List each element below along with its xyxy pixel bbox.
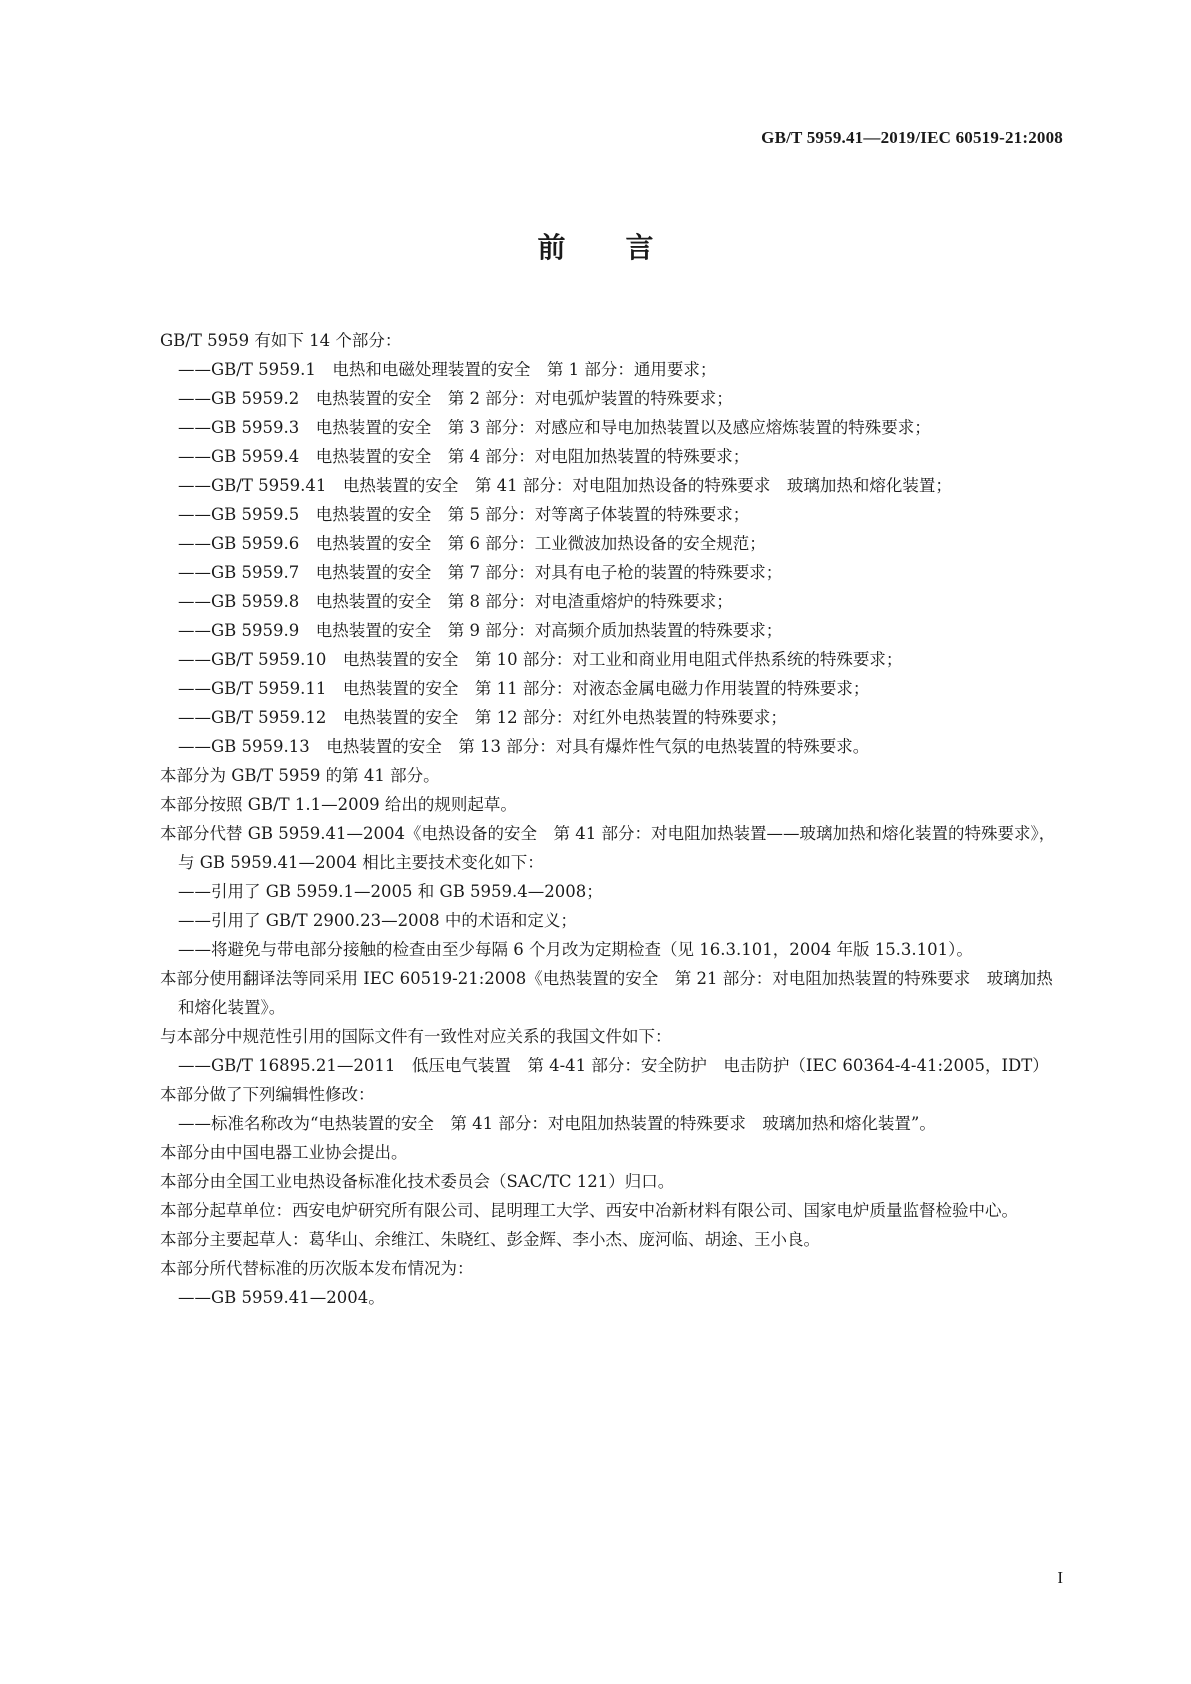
- paragraph: 本部分为 GB/T 5959 的第 41 部分。: [160, 766, 440, 785]
- paragraph: 本部分主要起草人：葛华山、余维江、朱晓红、彭金辉、李小杰、庞河临、胡途、王小良。: [160, 1230, 820, 1249]
- paragraph: 本部分代替 GB 5959.41—2004《电热设备的安全 第 41 部分：对电阻加热装置——玻璃加热和熔化装置的特殊要求》，与 GB 5959.41—2004 相比主要技术变化如下：: [160, 824, 1056, 872]
- list-item: ——GB/T 5959.41 电热装置的安全 第 41 部分：对电阻加热设备的特殊要求 玻璃加热和熔化装置；: [178, 476, 952, 495]
- paragraph: GB/T 5959 有如下 14 个部分：: [160, 331, 402, 350]
- list-item: ——GB 5959.5 电热装置的安全 第 5 部分：对等离子体装置的特殊要求；: [178, 505, 750, 524]
- paragraph: 本部分由全国工业电热设备标准化技术委员会（SAC/TC 121）归口。: [160, 1172, 675, 1191]
- paragraph: 本部分按照 GB/T 1.1—2009 给出的规则起草。: [160, 795, 517, 814]
- list-item: ——GB/T 5959.12 电热装置的安全 第 12 部分：对红外电热装置的特殊要求；: [178, 708, 787, 727]
- list-item: ——GB 5959.7 电热装置的安全 第 7 部分：对具有电子枪的装置的特殊要求；: [178, 563, 783, 582]
- list-item: ——GB 5959.9 电热装置的安全 第 9 部分：对高频介质加热装置的特殊要求；: [178, 621, 783, 640]
- paragraph: 本部分所代替标准的历次版本发布情况为：: [160, 1259, 474, 1278]
- paragraph: 本部分起草单位：西安电炉研究所有限公司、昆明理工大学、西安中冶新材料有限公司、国家电炉质量监督检验中心。: [160, 1201, 1018, 1220]
- list-item: ——GB 5959.6 电热装置的安全 第 6 部分：工业微波加热设备的安全规范；: [178, 534, 766, 553]
- list-item: ——GB/T 5959.10 电热装置的安全 第 10 部分：对工业和商业用电阻式伴热系统的特殊要求；: [178, 650, 903, 669]
- paragraph: 本部分使用翻译法等同采用 IEC 60519-21:2008《电热装置的安全 第 21 部分：对电阻加热装置的特殊要求 玻璃加热和熔化装置》。: [160, 969, 1053, 1017]
- list-item: ——GB/T 5959.1 电热和电磁处理装置的安全 第 1 部分：通用要求；: [178, 360, 717, 379]
- paragraph: 与本部分中规范性引用的国际文件有一致性对应关系的我国文件如下：: [160, 1027, 672, 1046]
- list-item: ——GB 5959.41—2004。: [178, 1288, 385, 1307]
- list-item: ——GB 5959.13 电热装置的安全 第 13 部分：对具有爆炸性气氛的电热装置的特殊要求。: [178, 737, 870, 756]
- list-item: ——GB 5959.3 电热装置的安全 第 3 部分：对感应和导电加热装置以及感应熔炼装置的特殊要求；: [178, 418, 931, 437]
- list-item: ——GB 5959.4 电热装置的安全 第 4 部分：对电阻加热装置的特殊要求；: [178, 447, 750, 466]
- foreword-body: [160, 326, 1060, 1312]
- list-item: ——引用了 GB 5959.1—2005 和 GB 5959.4—2008；: [178, 882, 603, 901]
- list-item: ——标准名称改为“电热装置的安全 第 41 部分：对电阻加热装置的特殊要求 玻璃加热和熔化装置”。: [178, 1114, 936, 1133]
- title-char-1: 前: [537, 231, 566, 264]
- list-item: ——引用了 GB/T 2900.23—2008 中的术语和定义；: [178, 911, 577, 930]
- page-number: I: [1057, 1568, 1063, 1587]
- list-item: ——GB/T 5959.11 电热装置的安全 第 11 部分：对液态金属电磁力作用装置的特殊要求；: [178, 679, 870, 698]
- list-item: ——GB/T 16895.21—2011 低压电气装置 第 4-41 部分：安全防护 电击防护（IEC 60364-4-41:2005，IDT）: [178, 1056, 1049, 1075]
- list-item: ——GB 5959.8 电热装置的安全 第 8 部分：对电渣重熔炉的特殊要求；: [178, 592, 733, 611]
- paragraph: 本部分由中国电器工业协会提出。: [160, 1143, 408, 1162]
- page-title: [0, 226, 1191, 266]
- paragraph: 本部分做了下列编辑性修改：: [160, 1085, 375, 1104]
- standard-code-header: GB/T 5959.41—2019/IEC 60519-21:2008: [761, 128, 1063, 147]
- title-char-2: 言: [625, 231, 654, 264]
- list-item: ——将避免与带电部分接触的检查由至少每隔 6 个月改为定期检查（见 16.3.101，2004 年版 15.3.101）。: [178, 940, 973, 959]
- list-item: ——GB 5959.2 电热装置的安全 第 2 部分：对电弧炉装置的特殊要求；: [178, 389, 733, 408]
